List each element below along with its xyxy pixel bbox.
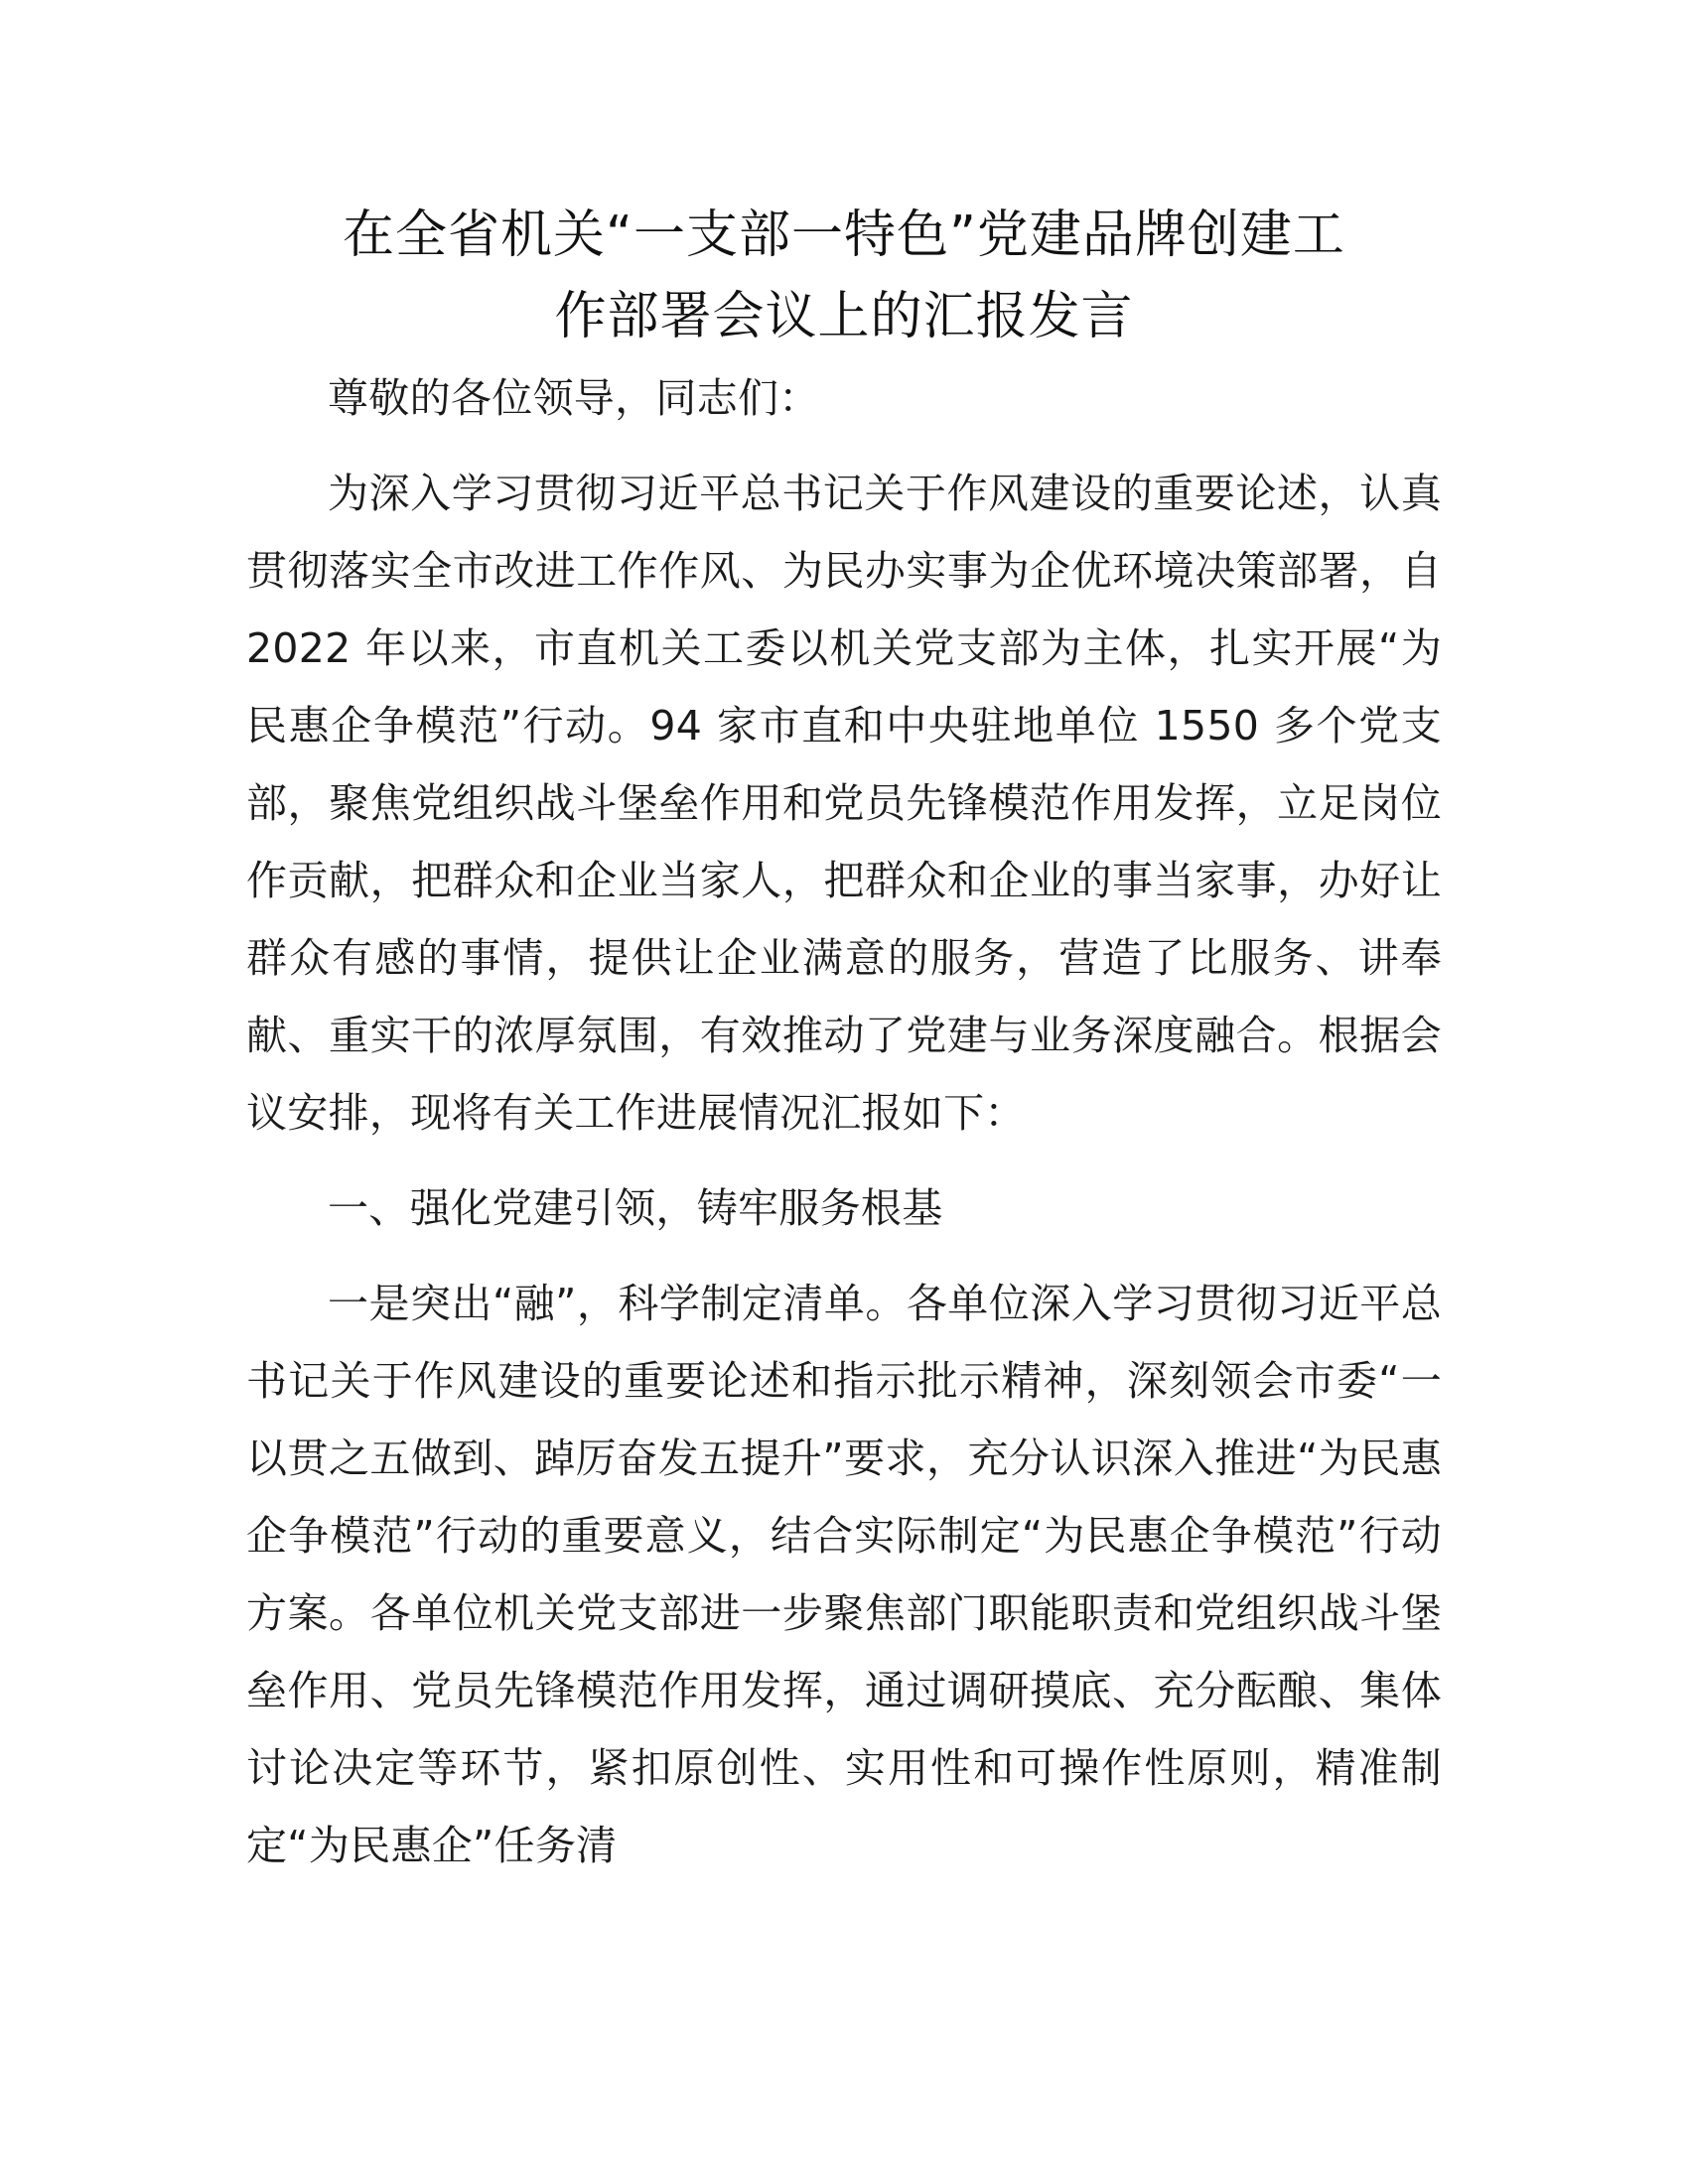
document-title — [246, 195, 1442, 357]
section-1-paragraph: 一是突出“融”，科学制定清单。各单位深入学习贯彻习近平总书记关于作风建设的重要论述和指示批示精神，深刻领会市委“一以贯之五做到、踔厉奋发五提升”要求，充分认识深入推进“为民惠企争模范”行动的重要意义，结合实际制定“为民惠企争模范”行动方案。各单位机关党支部进一步聚焦部门职能职责和党组织战斗堡垒作用、党员先锋模范作用发挥，通过调研摸底、充分酝酿、集体讨论决定等环节，紧扣原创性、实用性和可操作性原则，精准制定“为民惠企”任务清 — [246, 1280, 1442, 1869]
section-heading-1: 一、强化党建引领，铸牢服务根基 — [328, 1184, 943, 1232]
salutation: 尊敬的各位领导，同志们： — [328, 374, 820, 422]
document-body — [246, 195, 1442, 1884]
intro-paragraph: 为深入学习贯彻习近平总书记关于作风建设的重要论述，认真贯彻落实全市改进工作作风、为民办实事为企优环境决策部署，自 2022 年以来，市直机关工委以机关党支部为主体，扎实开展“为民惠企争模范”行动。94 家市直和中央驻地单位 1550 多个党支部，聚焦党组织战斗堡垒作用和党员先锋模范作用发挥，立足岗位作贡献，把群众和企业当家人，把群众和企业的事当家事，办好让群众有感的事情，提供让企业满意的服务，营造了比服务、讲奉献、重实干的浓厚氛围，有效推动了党建与业务深度融合。根据会议安排，现将有关工作进展情况汇报如下： — [246, 470, 1442, 1137]
title-line-2: 作部署会议上的汇报发言 — [554, 287, 1134, 346]
title-line-1: 在全省机关“一支部一特色”党建品牌创建工 — [343, 205, 1345, 265]
